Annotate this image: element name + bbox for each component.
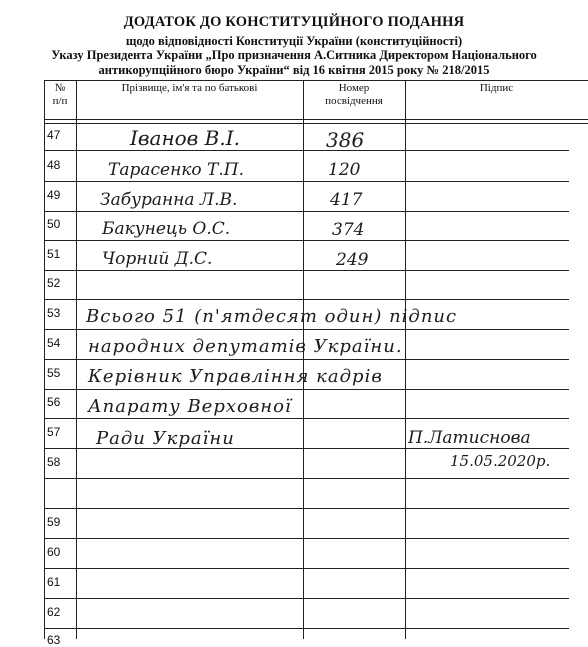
signature-table bbox=[44, 80, 588, 647]
summary-line: Керівник Управління кадрів bbox=[88, 366, 383, 387]
row-number: 52 bbox=[47, 276, 61, 290]
row-number: 56 bbox=[47, 395, 61, 409]
entry-certificate: 417 bbox=[330, 190, 363, 210]
row-number: 53 bbox=[47, 306, 61, 320]
row-number: 57 bbox=[47, 425, 61, 439]
document-subtitle-line-2: Указу Президента України „Про призначення А.Ситника Директором Національного bbox=[51, 48, 537, 62]
grid-line bbox=[44, 389, 569, 390]
grid-line bbox=[44, 598, 569, 599]
grid-line bbox=[44, 181, 569, 182]
entry-certificate: 374 bbox=[332, 220, 365, 240]
summary-line: Апарату Верховної bbox=[88, 396, 292, 417]
grid-line bbox=[44, 329, 569, 330]
entry-certificate: 249 bbox=[336, 250, 369, 270]
grid-line bbox=[44, 150, 569, 151]
column-header-certificate bbox=[303, 82, 405, 108]
row-number: 49 bbox=[47, 188, 61, 202]
row-number: 51 bbox=[47, 247, 61, 261]
row-number: 55 bbox=[47, 366, 61, 380]
entry-name: Іванов В.І. bbox=[130, 126, 240, 150]
entry-name: Забуранна Л.В. bbox=[100, 190, 238, 210]
entry-certificate: 386 bbox=[326, 128, 365, 152]
entry-certificate: 120 bbox=[328, 160, 361, 180]
summary-line: народних депутатів України. bbox=[88, 336, 403, 357]
row-number: 62 bbox=[47, 605, 61, 619]
row-number: 50 bbox=[47, 217, 61, 231]
entry-name: Тарасенко Т.П. bbox=[108, 160, 245, 180]
document-title: ДОДАТОК ДО КОНСТИТУЦІЙНОГО ПОДАННЯ bbox=[123, 14, 465, 30]
grid-line bbox=[44, 359, 569, 360]
row-number: 54 bbox=[47, 336, 61, 350]
column-header-number-line-2: п/п bbox=[52, 95, 68, 107]
grid-line bbox=[44, 299, 569, 300]
column-header-signature: Підпис bbox=[479, 82, 514, 94]
grid-line bbox=[44, 270, 569, 271]
column-header-number bbox=[44, 82, 76, 108]
column-header-number-line-1: № bbox=[54, 82, 66, 94]
row-number: 58 bbox=[47, 455, 61, 469]
document-subtitle-line-1: щодо відповідності Конституції України (конституційності) bbox=[125, 34, 463, 48]
grid-line bbox=[44, 568, 569, 569]
row-number: 61 bbox=[47, 575, 61, 589]
row-number: 60 bbox=[47, 545, 61, 559]
grid-line bbox=[44, 211, 569, 212]
summary-line: Всього 51 (п'ятдесят один) підпис bbox=[86, 306, 458, 327]
grid-line bbox=[44, 508, 569, 509]
column-header-certificate-line-2: посвідчення bbox=[325, 95, 383, 107]
row-number: 47 bbox=[47, 128, 61, 142]
signer-name: П.Латиснова bbox=[408, 428, 531, 448]
grid-line bbox=[44, 240, 569, 241]
grid-line bbox=[44, 478, 569, 479]
signature-date: 15.05.2020р. bbox=[450, 452, 551, 470]
column-header-certificate-line-1: Номер bbox=[338, 82, 370, 94]
column-header-name: Прізвище, ім'я та по батькові bbox=[121, 82, 258, 94]
entry-name: Чорний Д.С. bbox=[102, 249, 213, 269]
summary-line: Ради України bbox=[96, 428, 235, 449]
row-number: 59 bbox=[47, 515, 61, 529]
grid-line bbox=[44, 538, 569, 539]
grid-line bbox=[44, 628, 569, 629]
row-number: 63 bbox=[47, 633, 61, 647]
entry-name: Бакунець О.С. bbox=[102, 219, 231, 239]
grid-line bbox=[44, 123, 588, 124]
grid-line bbox=[44, 418, 569, 419]
document-subtitle-line-3: антикорупційного бюро України“ від 16 квітня 2015 року № 218/2015 bbox=[98, 63, 490, 77]
grid-line bbox=[44, 80, 588, 81]
row-number: 48 bbox=[47, 158, 61, 172]
grid-line bbox=[44, 119, 588, 120]
